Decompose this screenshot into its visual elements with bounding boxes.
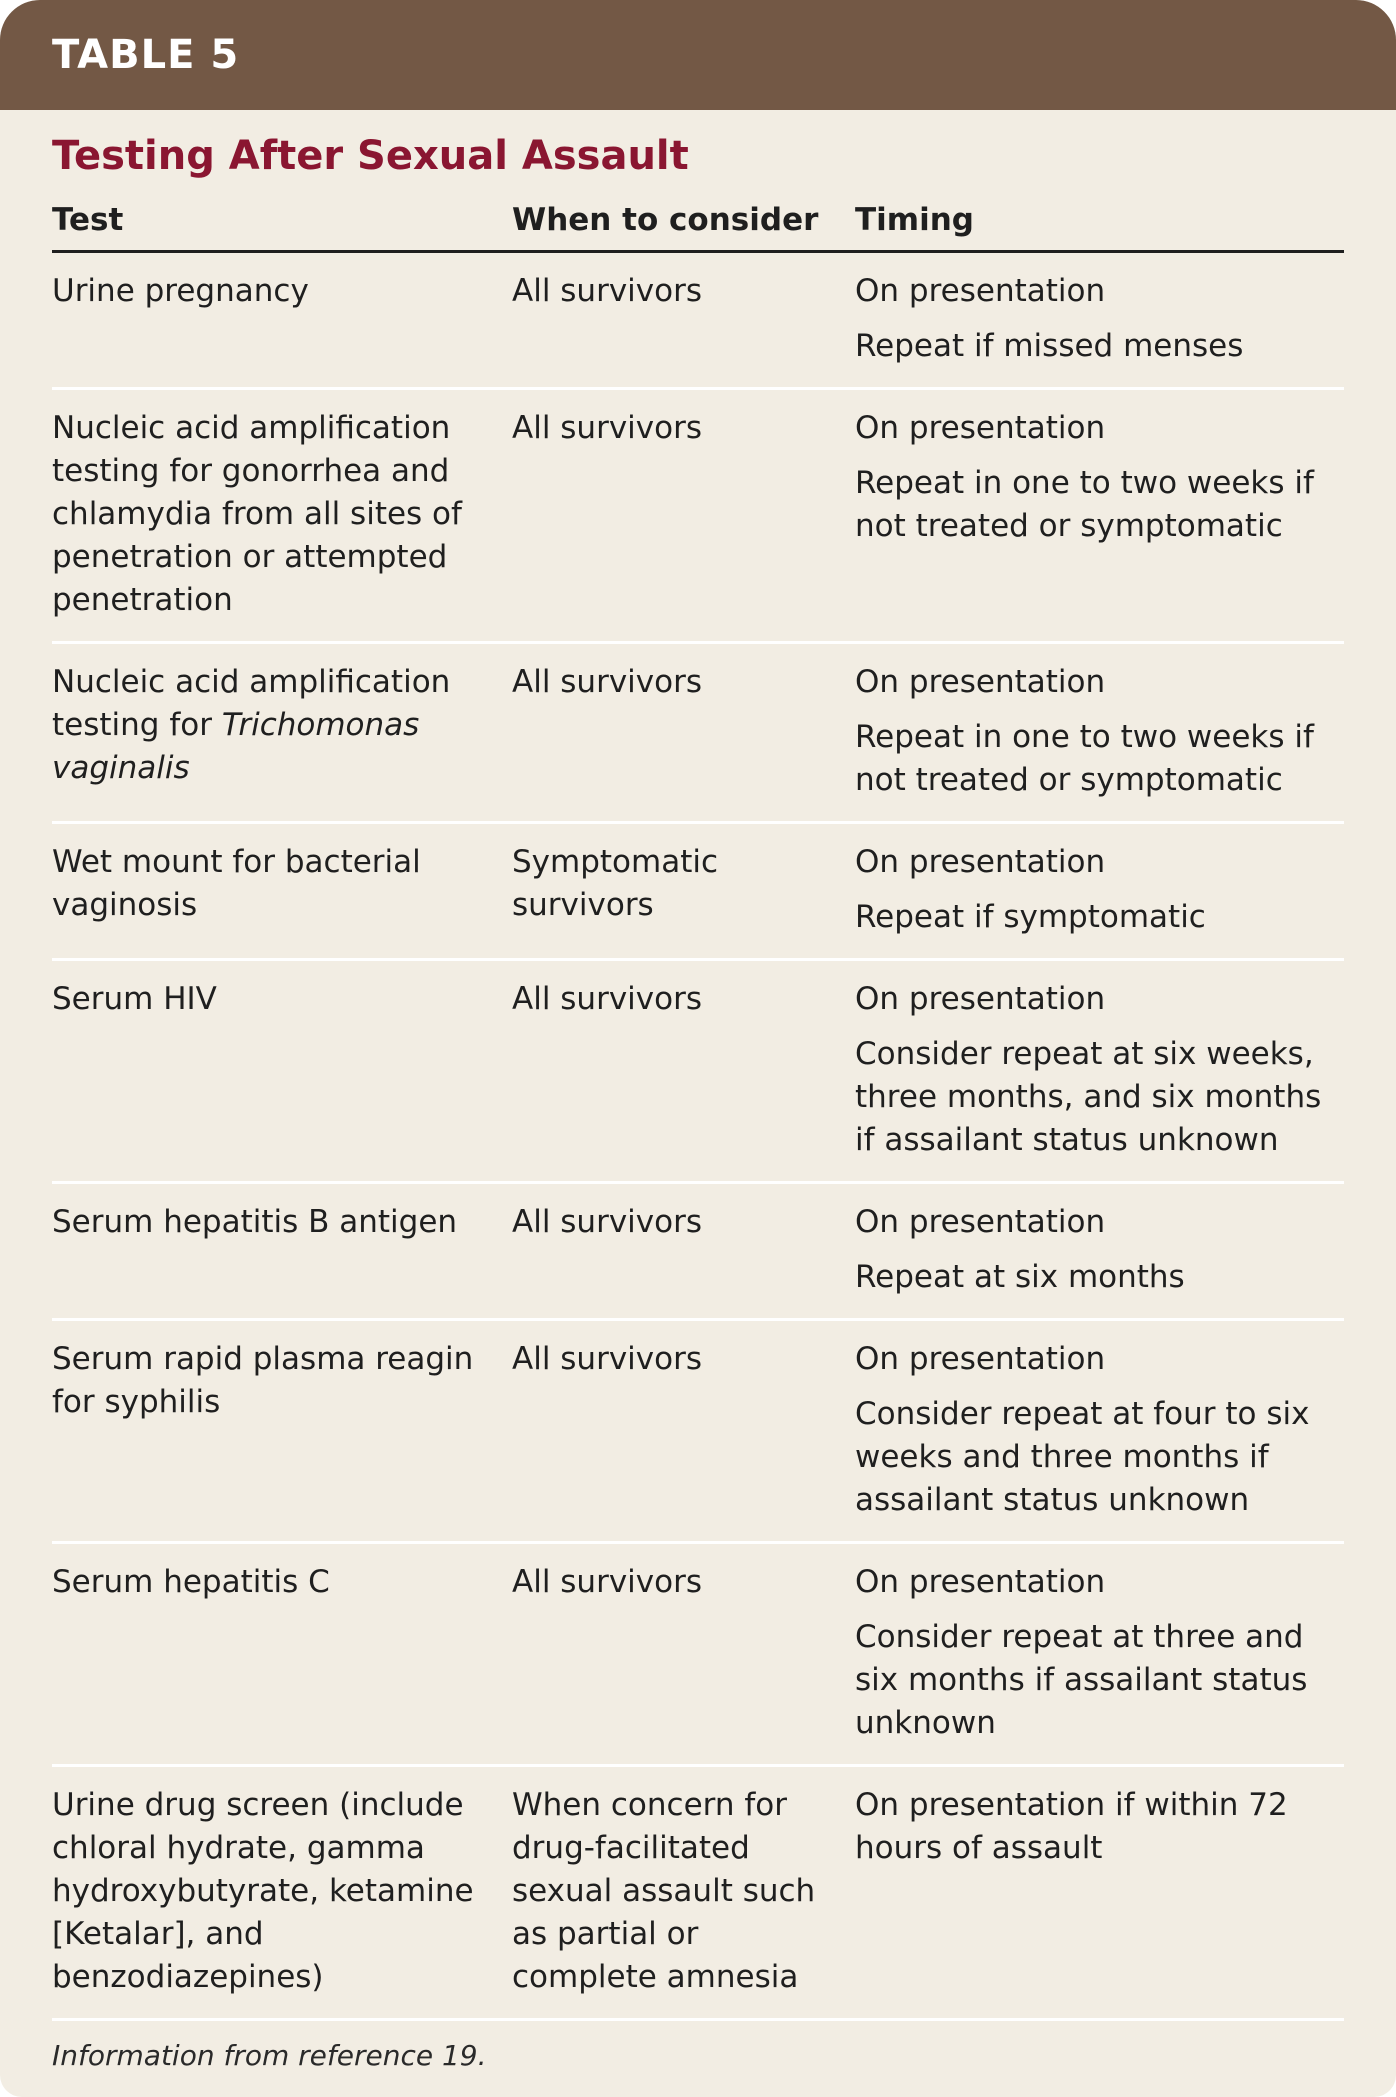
when-cell: Symptomatic survivors [512, 823, 855, 960]
timing-cell [855, 643, 1344, 823]
test-cell: Urine pregnancy [52, 252, 512, 389]
when-cell: All survivors [512, 1543, 855, 1766]
when-cell: All survivors [512, 1183, 855, 1320]
timing-cell [855, 960, 1344, 1183]
when-cell: When concern for drug-facilitated sexual assault such as partial or complete amnesia [512, 1766, 855, 2020]
table-row [52, 1320, 1344, 1543]
timing-cell [855, 823, 1344, 960]
table-row [52, 1766, 1344, 2020]
timing-line: On presentation [855, 1564, 1106, 1600]
test-text: Nucleic acid amplification testing for [52, 664, 451, 743]
test-cell: Serum hepatitis C [52, 1543, 512, 1766]
when-cell: All survivors [512, 252, 855, 389]
testing-table [52, 202, 1344, 2021]
table-title: Testing After Sexual Assault [52, 133, 689, 179]
table-row [52, 643, 1344, 823]
test-cell: Urine drug screen (include chloral hydrate, gamma hydroxybutyrate, ketamine [Ketalar], and benzodiazepines) [52, 1766, 512, 2020]
timing-line: On presentation [855, 410, 1106, 446]
timing-line: On presentation [855, 664, 1106, 700]
timing-line: Consider repeat at six weeks, three months, and six months if assailant status unknown [855, 1036, 1322, 1158]
test-cell: Serum hepatitis B antigen [52, 1183, 512, 1320]
timing-cell [855, 389, 1344, 643]
timing-line: Repeat in one to two weeks if not treated or symptomatic [855, 719, 1314, 798]
test-cell [52, 643, 512, 823]
table-footnote: Information from reference 19. [52, 2039, 487, 2072]
table-row [52, 252, 1344, 389]
header-test: Test [52, 202, 512, 252]
header-when: When to consider [512, 202, 855, 252]
timing-line: On presentation [855, 273, 1106, 309]
table-row [52, 1543, 1344, 1766]
when-cell: All survivors [512, 1320, 855, 1543]
table-banner [0, 0, 1396, 110]
when-cell: All survivors [512, 960, 855, 1183]
timing-cell [855, 1320, 1344, 1543]
timing-line: On presentation [855, 844, 1106, 880]
header-timing: Timing [855, 202, 1344, 252]
header-row [52, 202, 1344, 252]
organism-name: Trichomonas vaginalis [52, 707, 420, 786]
timing-cell [855, 1183, 1344, 1320]
test-cell: Serum HIV [52, 960, 512, 1183]
test-cell: Wet mount for bacterial vaginosis [52, 823, 512, 960]
timing-cell [855, 252, 1344, 389]
timing-line: Consider repeat at three and six months if assailant status unknown [855, 1619, 1308, 1741]
timing-line: On presentation [855, 1341, 1106, 1377]
table-row [52, 1183, 1344, 1320]
timing-line: Repeat if symptomatic [855, 899, 1206, 935]
test-cell: Serum rapid plasma reagin for syphilis [52, 1320, 512, 1543]
table-row [52, 389, 1344, 643]
when-cell: All survivors [512, 643, 855, 823]
timing-cell [855, 1766, 1344, 2020]
test-cell: Nucleic acid amplification testing for gonorrhea and chlamydia from all sites of penetration or attempted penetration [52, 389, 512, 643]
table-row [52, 960, 1344, 1183]
timing-line: Repeat if missed menses [855, 328, 1244, 364]
table-content [0, 110, 1396, 2072]
timing-line: On presentation if within 72 hours of assault [855, 1787, 1288, 1866]
timing-line: Repeat in one to two weeks if not treated or symptomatic [855, 465, 1314, 544]
timing-line: On presentation [855, 981, 1106, 1017]
timing-line: Consider repeat at four to six weeks and three months if assailant status unknown [855, 1396, 1310, 1518]
timing-cell [855, 1543, 1344, 1766]
table-row [52, 823, 1344, 960]
when-cell: All survivors [512, 389, 855, 643]
timing-line: On presentation [855, 1204, 1106, 1240]
table-number-label: TABLE 5 [52, 32, 240, 78]
timing-line: Repeat at six months [855, 1259, 1185, 1295]
